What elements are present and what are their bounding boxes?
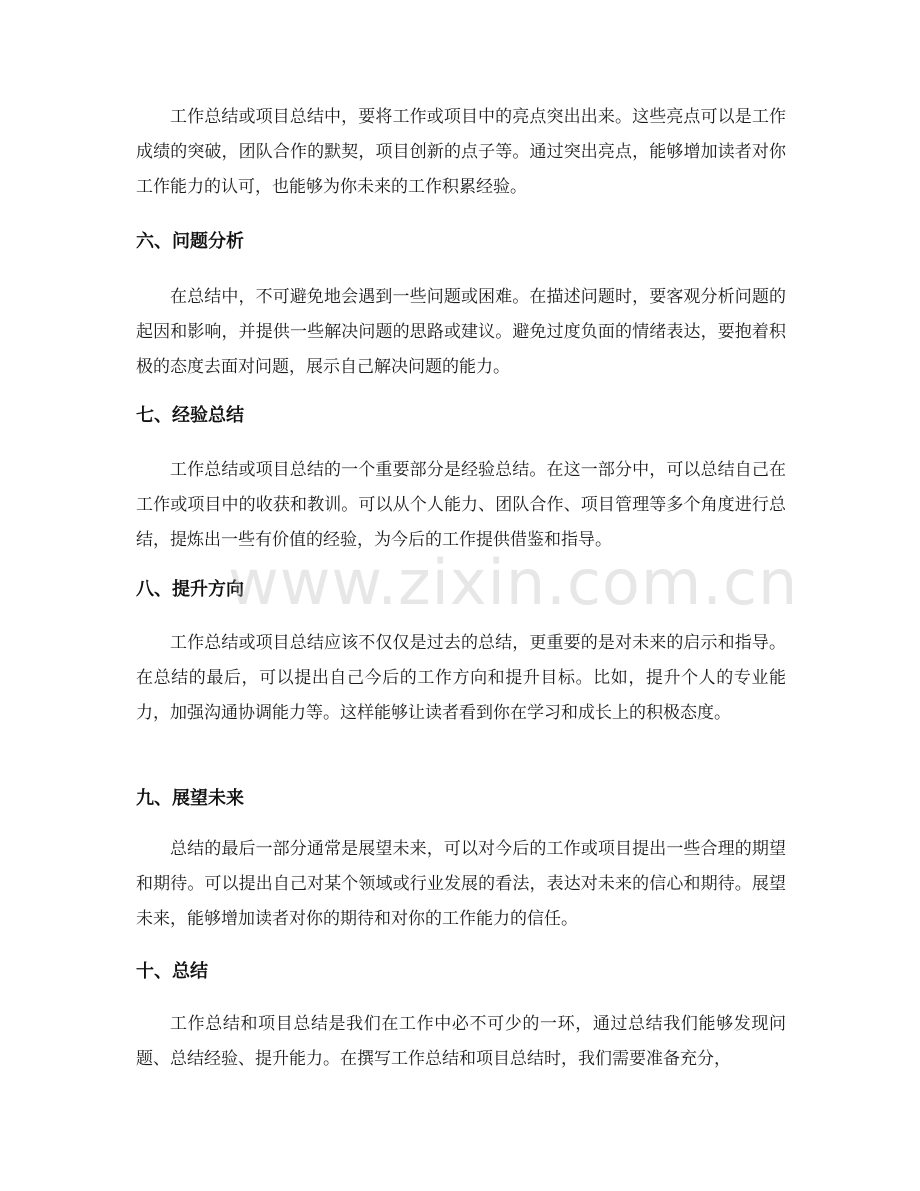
section-body-improvement-direction: 工作总结或项目总结应该不仅仅是过去的总结，更重要的是对未来的启示和指导。在总结的最后，可以提出自己今后的工作方向和提升目标。比如，提升个人的专业能力，加强沟通协调能力等。这样能够让读者看到你在学习和成长上的积极态度。 — [136, 633, 786, 723]
section-heading-problem-analysis: 六、问题分析 — [136, 231, 244, 252]
watermark-text: www.zixin.com.cn — [228, 546, 799, 619]
section-body-problem-analysis: 在总结中，不可避免地会遇到一些问题或困难。在描述问题时，要客观分析问题的起因和影响，并提供一些解决问题的思路或建议。避免过度负面的情绪表达，要抱着积极的态度去面对问题，展示自己解决问题的能力。 — [136, 287, 786, 377]
intro-paragraph: 工作总结或项目总结中，要将工作或项目中的亮点突出出来。这些亮点可以是工作成绩的突破，团队合作的默契，项目创新的点子等。通过突出亮点，能够增加读者对你工作能力的认可，也能够为你未来的工作积累经验。 — [136, 107, 786, 197]
section-body-future-outlook: 总结的最后一部分通常是展望未来，可以对今后的工作或项目提出一些合理的期望和期待。可以提出自己对某个领域或行业发展的看法，表达对未来的信心和期待。展望未来，能够增加读者对你的期待和对你的工作能力的信任。 — [136, 839, 786, 929]
section-body-experience-summary: 工作总结或项目总结的一个重要部分是经验总结。在这一部分中，可以总结自己在工作或项目中的收获和教训。可以从个人能力、团队合作、项目管理等多个角度进行总结，提炼出一些有价值的经验，为今后的工作提供借鉴和指导。 — [136, 460, 786, 550]
section-heading-future-outlook: 九、展望未来 — [136, 788, 244, 809]
section-heading-conclusion: 十、总结 — [136, 961, 208, 982]
section-heading-improvement-direction: 八、提升方向 — [136, 579, 244, 600]
section-body-conclusion: 工作总结和项目总结是我们在工作中必不可少的一环，通过总结我们能够发现问题、总结经验、提升能力。在撰写工作总结和项目总结时，我们需要准备充分， — [136, 1014, 786, 1069]
section-heading-experience-summary: 七、经验总结 — [136, 405, 244, 426]
